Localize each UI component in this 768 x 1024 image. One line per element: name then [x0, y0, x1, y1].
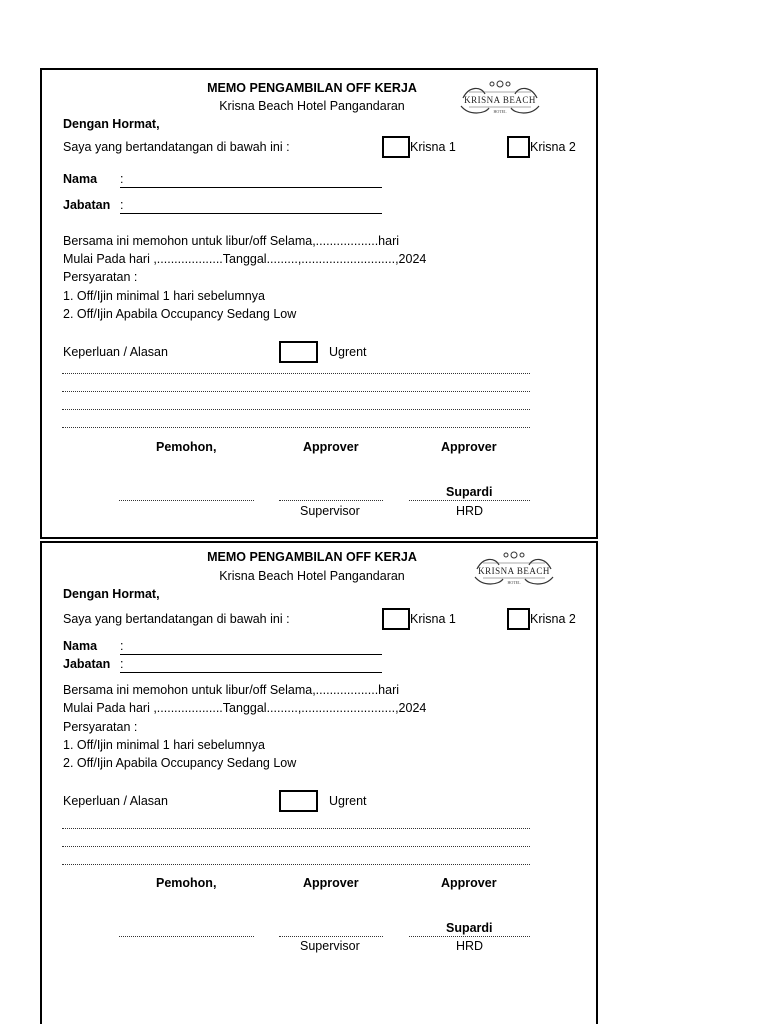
nama-colon: :	[120, 172, 124, 186]
supervisor-signature-line[interactable]	[279, 500, 383, 501]
hotel-logo	[455, 76, 545, 122]
urgent-checkbox[interactable]	[279, 790, 318, 812]
reason-line[interactable]	[62, 409, 530, 410]
nama-colon: :	[120, 639, 124, 653]
nama-field[interactable]	[120, 654, 382, 655]
hrd-role: HRD	[456, 939, 484, 953]
memo-title: MEMO PENGAMBILAN OFF KERJA	[207, 81, 417, 95]
hrd-signer-name: Supardi	[446, 485, 493, 499]
intro-text: Saya yang bertandatangan di bawah ini :	[63, 140, 290, 154]
urgent-label: Ugrent	[329, 794, 367, 808]
supervisor-role: Supervisor	[300, 939, 360, 953]
reason-label: Keperluan / Alasan	[63, 345, 168, 359]
krisna2-checkbox[interactable]	[507, 136, 530, 158]
greeting: Dengan Hormat,	[63, 587, 160, 601]
jabatan-label: Jabatan	[63, 657, 111, 671]
requirements-label: Persyaratan :	[63, 720, 138, 734]
approver-hrd-title: Approver	[441, 876, 497, 890]
krisna1-checkbox[interactable]	[382, 136, 410, 158]
applicant-signature-line[interactable]	[119, 936, 254, 937]
reason-line[interactable]	[62, 864, 530, 865]
intro-text: Saya yang bertandatangan di bawah ini :	[63, 612, 290, 626]
requirement-2: 2. Off/Ijin Apabila Occupancy Sedang Low	[63, 307, 297, 321]
nama-field[interactable]	[120, 187, 382, 188]
reason-label: Keperluan / Alasan	[63, 794, 168, 808]
leave-start-text: Mulai Pada hari ,...................Tanggal.........,...........................,2024	[63, 252, 427, 266]
krisna2-label: Krisna 2	[530, 140, 576, 154]
applicant-signature-line[interactable]	[119, 500, 254, 501]
hotel-logo	[469, 547, 559, 593]
hrd-signature-line[interactable]	[409, 936, 530, 937]
approver-hrd-title: Approver	[441, 440, 497, 454]
jabatan-colon: :	[120, 198, 124, 212]
memo-subtitle: Krisna Beach Hotel Pangandaran	[219, 569, 405, 583]
applicant-title: Pemohon,	[156, 876, 217, 890]
krisna2-checkbox[interactable]	[507, 608, 530, 630]
jabatan-label: Jabatan	[63, 198, 111, 212]
urgent-label: Ugrent	[329, 345, 367, 359]
reason-line[interactable]	[62, 427, 530, 428]
leave-duration-text: Bersama ini memohon untuk libur/off Selama,..................hari	[63, 683, 400, 697]
supervisor-role: Supervisor	[300, 504, 360, 518]
requirement-1: 1. Off/Ijin minimal 1 hari sebelumnya	[63, 738, 265, 752]
leave-duration-text: Bersama ini memohon untuk libur/off Selama,..................hari	[63, 234, 400, 248]
memo-form-bottom	[40, 541, 598, 1024]
memo-title: MEMO PENGAMBILAN OFF KERJA	[207, 550, 417, 564]
krisna1-checkbox[interactable]	[382, 608, 410, 630]
memo-form-top	[40, 68, 598, 539]
approver-supervisor-title: Approver	[303, 876, 359, 890]
svg-text:HOTEL: HOTEL	[493, 109, 507, 114]
krisna1-label: Krisna 1	[410, 140, 456, 154]
supervisor-signature-line[interactable]	[279, 936, 383, 937]
jabatan-field[interactable]	[120, 672, 382, 673]
requirements-label: Persyaratan :	[63, 270, 138, 284]
svg-text:KRISNA BEACH: KRISNA BEACH	[478, 566, 550, 576]
nama-label: Nama	[63, 639, 98, 653]
memo-subtitle: Krisna Beach Hotel Pangandaran	[219, 99, 405, 113]
hrd-role: HRD	[456, 504, 484, 518]
applicant-title: Pemohon,	[156, 440, 217, 454]
svg-text:HOTEL: HOTEL	[507, 580, 521, 585]
svg-text:KRISNA BEACH: KRISNA BEACH	[464, 95, 536, 105]
urgent-checkbox[interactable]	[279, 341, 318, 363]
krisna2-label: Krisna 2	[530, 612, 576, 626]
hrd-signature-line[interactable]	[409, 500, 530, 501]
jabatan-field[interactable]	[120, 213, 382, 214]
krisna1-label: Krisna 1	[410, 612, 456, 626]
greeting: Dengan Hormat,	[63, 117, 160, 131]
leave-start-text: Mulai Pada hari ,...................Tanggal.........,...........................,2024	[63, 701, 427, 715]
approver-supervisor-title: Approver	[303, 440, 359, 454]
reason-line[interactable]	[62, 846, 530, 847]
nama-label: Nama	[63, 172, 98, 186]
hrd-signer-name: Supardi	[446, 921, 493, 935]
jabatan-colon: :	[120, 657, 124, 671]
requirement-1: 1. Off/Ijin minimal 1 hari sebelumnya	[63, 289, 265, 303]
requirement-2: 2. Off/Ijin Apabila Occupancy Sedang Low	[63, 756, 297, 770]
reason-line[interactable]	[62, 828, 530, 829]
reason-line[interactable]	[62, 391, 530, 392]
reason-line[interactable]	[62, 373, 530, 374]
